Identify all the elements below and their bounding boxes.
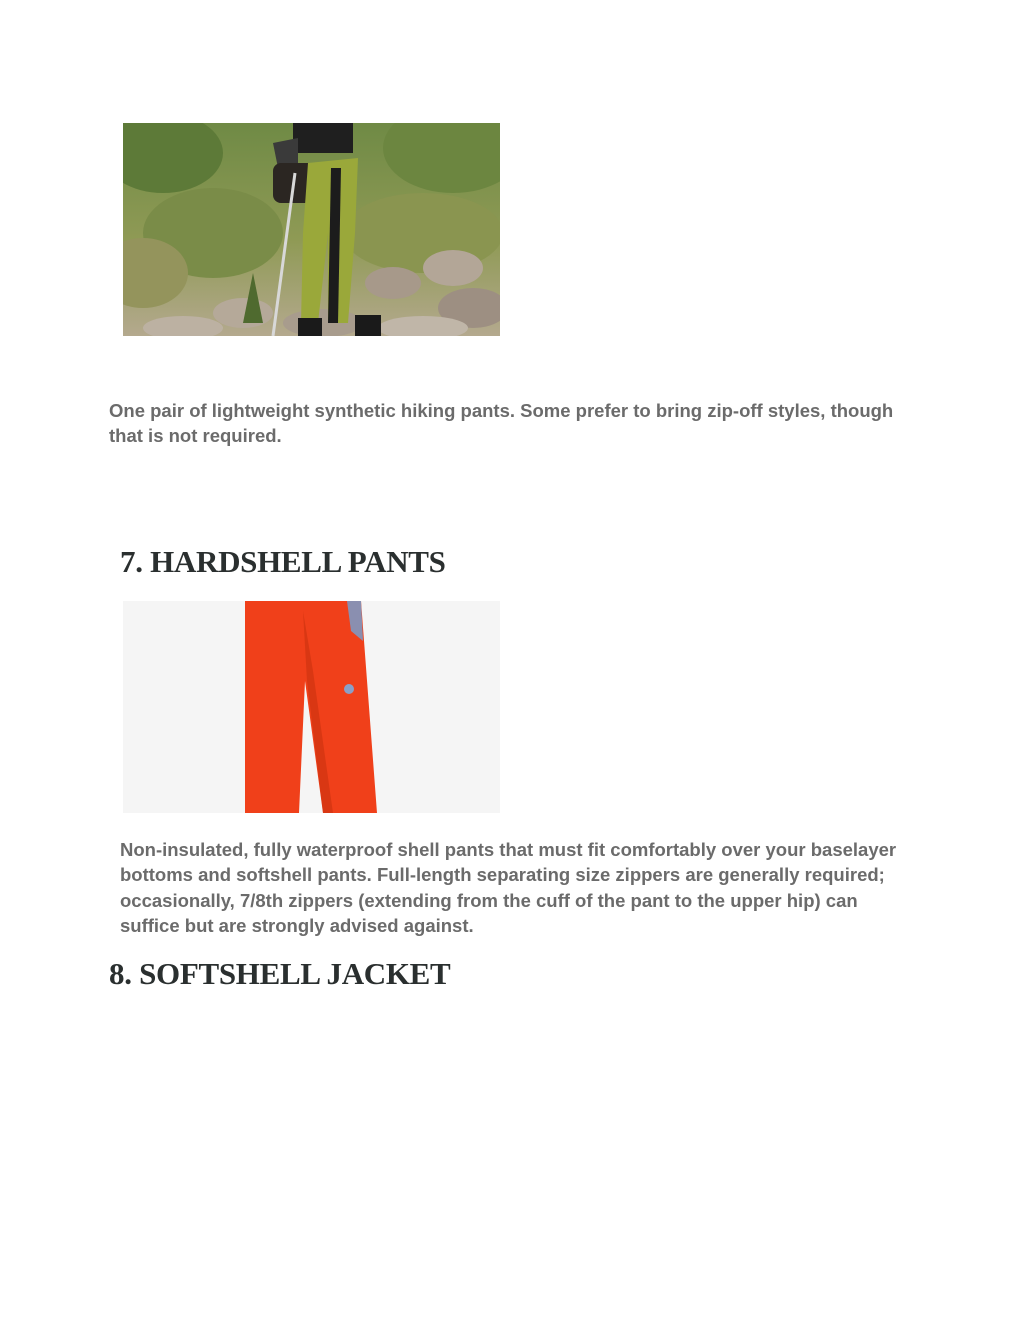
hardshell-pants-caption: Non-insulated, fully waterproof shell pants that must fit comfortably over your baselayer bottoms and softshell pants. Full-length separating size zippers are generally required; occasionally, 7/8th zippers (extending from the cuff of the pant to the upper hip) can suffice but are strongly advised against. — [120, 839, 897, 936]
hardshell-pants-photo — [123, 601, 500, 813]
hardshell-pants-heading: 7. HARDSHELL PANTS — [120, 544, 446, 579]
softshell-jacket-heading: 8. SOFTSHELL JACKET — [109, 956, 451, 991]
hiking-pants-caption: One pair of lightweight synthetic hiking pants. Some prefer to bring zip-off styles, though that is not required. — [109, 400, 894, 447]
hardshell-pants-photo-icon — [123, 601, 500, 813]
hiker-photo — [123, 123, 500, 336]
hiker-photo-icon — [123, 123, 500, 336]
